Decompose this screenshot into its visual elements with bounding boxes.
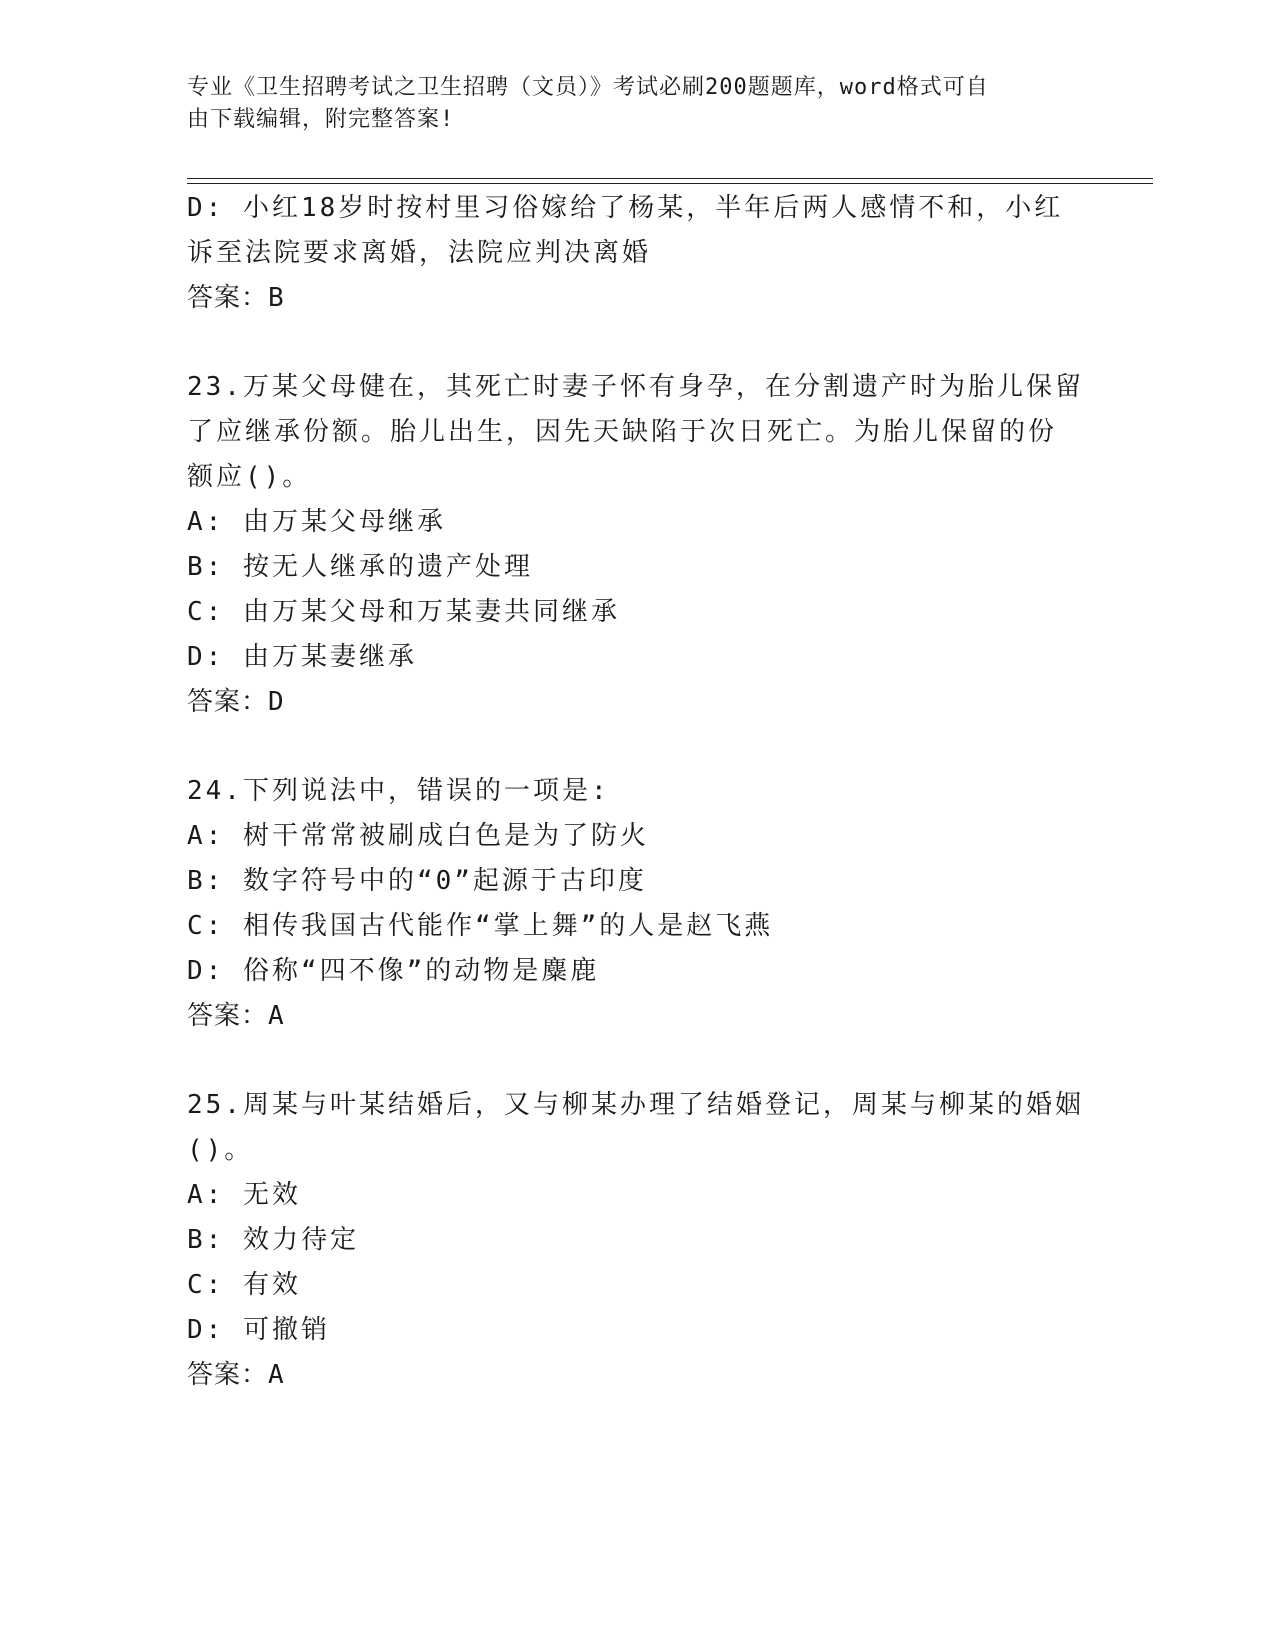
option-c: C: 有效: [187, 1270, 301, 1300]
document-header: [187, 72, 1067, 136]
question-text: 24.下列说法中，错误的一项是:: [187, 776, 610, 806]
question-gap: [187, 1039, 1087, 1083]
answer: 答案：B: [187, 283, 285, 313]
option-a: A: 无效: [187, 1180, 301, 1210]
question-24: [187, 769, 1087, 1039]
answer: 答案：A: [187, 1001, 285, 1031]
option-d-continued: 诉至法院要求离婚，法院应判决离婚: [187, 238, 652, 268]
option-d: D: 小红18岁时按村里习俗嫁给了杨某，半年后两人感情不和，小红: [187, 193, 1064, 223]
question-text: 23.万某父母健在，其死亡时妻子怀有身孕，在分割遗产时为胎儿保留: [187, 372, 1084, 402]
option-d: D: 俗称“四不像”的动物是麋鹿: [187, 956, 600, 986]
option-b: B: 按无人继承的遗产处理: [187, 552, 533, 582]
header-divider-top: [187, 178, 1153, 179]
option-a: A: 由万某父母继承: [187, 507, 446, 537]
previous-question-tail: [187, 186, 1087, 321]
header-line-2: 由下载编辑，附完整答案!: [187, 107, 455, 132]
option-b: B: 数字符号中的“0”起源于古印度: [187, 866, 647, 896]
question-text: ()。: [187, 1135, 254, 1165]
answer: 答案：A: [187, 1360, 285, 1390]
question-text: 了应继承份额。胎儿出生，因先天缺陷于次日死亡。为胎儿保留的份: [187, 417, 1058, 447]
answer: 答案：D: [187, 687, 285, 717]
option-c: C: 相传我国古代能作“掌上舞”的人是赵飞燕: [187, 911, 774, 941]
question-gap: [187, 321, 1087, 365]
question-23: [187, 365, 1087, 725]
option-b: B: 效力待定: [187, 1225, 359, 1255]
header-divider-bottom: [187, 183, 1153, 184]
question-content: [187, 186, 1087, 1398]
question-text: 25.周某与叶某结婚后，又与柳某办理了结婚登记，周某与柳某的婚姻: [187, 1090, 1084, 1120]
question-gap: [187, 725, 1087, 769]
option-a: A: 树干常常被刷成白色是为了防火: [187, 821, 649, 851]
header-line-1: 专业《卫生招聘考试之卫生招聘（文员）》考试必刷200题题库，word格式可自: [187, 75, 989, 100]
question-text: 额应()。: [187, 462, 312, 492]
option-d: D: 可撤销: [187, 1315, 330, 1345]
question-25: [187, 1083, 1087, 1398]
option-d: D: 由万某妻继承: [187, 642, 417, 672]
option-c: C: 由万某父母和万某妻共同继承: [187, 597, 620, 627]
